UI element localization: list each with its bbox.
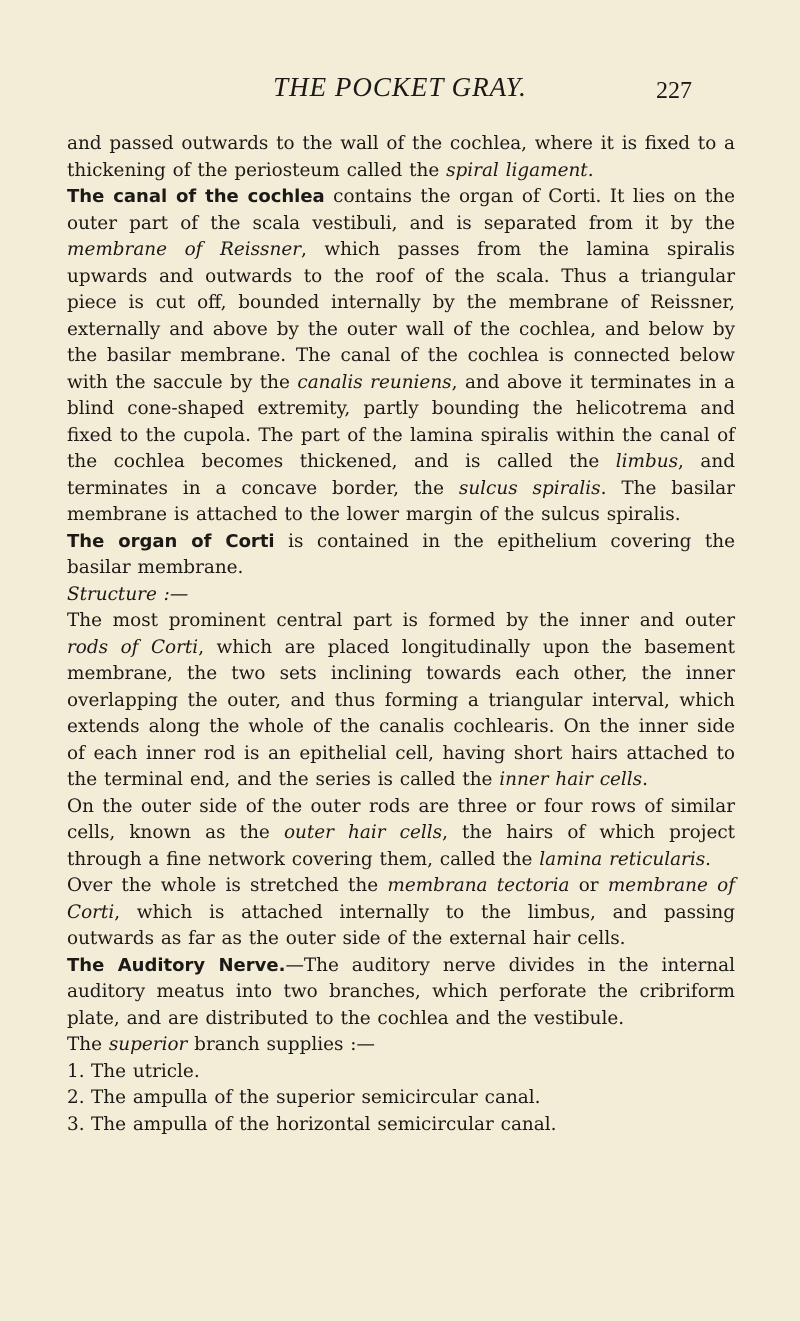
paragraph [67, 529, 735, 582]
paragraph [67, 582, 735, 609]
text-run: The most prominent central part is formed by the inner and outer [67, 610, 735, 631]
body-text [67, 131, 735, 1138]
list-text: The ampulla of the superior semicircular canal. [91, 1087, 541, 1108]
italic-term: inner hair cells [499, 769, 643, 790]
section-heading: The canal of the cochlea [67, 186, 325, 207]
italic-term: membrana tectoria [387, 875, 570, 896]
paragraph [67, 1032, 735, 1059]
italic-term: lamina reticularis [539, 848, 706, 870]
italic-term: sulcus spiralis [458, 477, 601, 499]
paragraph [67, 953, 735, 1033]
page-number: 227 [656, 78, 692, 104]
italic-term: membrane of Corti [67, 875, 736, 923]
text-run: Over the whole is stretched the [67, 875, 388, 896]
paragraph [67, 794, 735, 874]
text-run: , and terminates in a concave border, the [67, 451, 735, 499]
text-run: , and above it terminates in a blind cone-shaped extremity, partly bounding the helicotrema and fixed to the cupola. The part of the lamina spiralis within the canal of the cochlea becomes thickened, and is called the [67, 371, 736, 472]
list-number: 3. [67, 1113, 85, 1135]
text-run: —The auditory nerve divides in the internal auditory meatus into two branches, which perforate the cribriform plate, and are distributed to the cochlea and the vestibule. [67, 954, 735, 1029]
list-number: 2. [67, 1087, 85, 1108]
text-run: . [587, 159, 594, 181]
list-number: 1. [67, 1060, 85, 1082]
paragraph [67, 184, 735, 529]
running-title: THE POCKET GRAY. [273, 72, 527, 102]
text-run: , which are placed longitudinally upon the basement membrane, the two sets inclining towards each other, the inner overlapping the outer, and thus forming a triangular interval, which extends along the whole of the canalis cochlearis. On the inner side of each inner rod is an epithelial cell, having short hairs attached to the terminal end, and the series is called the [67, 636, 735, 790]
list-text: The utricle. [91, 1060, 200, 1082]
text-run: and passed outwards to the wall of the cochlea, where it is fixed to a thickening of the periosteum called the [67, 133, 735, 181]
running-head [0, 72, 800, 108]
text-run: or [569, 875, 608, 896]
text-run: , which is attached internally to the limbus, and passing outwards as far as the outer side of the external hair cells. [67, 901, 735, 949]
text-run: . [642, 769, 648, 790]
italic-term: Structure :— [67, 583, 189, 605]
text-run: . [705, 848, 712, 870]
paragraph [67, 608, 735, 794]
text-run: branch supplies :— [187, 1034, 375, 1055]
italic-term: spiral ligament [446, 159, 588, 181]
list-item [67, 1085, 735, 1112]
italic-term: canalis reuniens [297, 371, 452, 393]
italic-term: superior [108, 1034, 188, 1055]
paragraph [67, 131, 735, 184]
list-item [67, 1112, 735, 1139]
text-run: contains the organ of Corti. It lies on the outer part of the scala vestibuli, and is separated from it by the [67, 186, 735, 234]
list-item [67, 1059, 735, 1086]
text-run: The [67, 1034, 109, 1055]
text-run: , the hairs of which project through a fine network covering them, called the [67, 822, 736, 870]
list-text: The ampulla of the horizontal semicircular canal. [91, 1113, 557, 1135]
paragraph [67, 873, 735, 953]
italic-term: membrane of Reissner [67, 239, 302, 260]
text-run: . The basilar membrane is attached to the lower margin of the sulcus spiralis. [67, 477, 735, 525]
italic-term: limbus [615, 451, 679, 472]
italic-term: rods of Corti [67, 636, 199, 658]
section-heading: The Auditory Nerve. [67, 954, 286, 976]
text-run: , which passes from the lamina spiralis upwards and outwards to the roof of the scala. Thus a triangular piece is cut off, bounded internally by the membrane of Reissner, externally and above by the outer wall of the cochlea, and below by the basilar membrane. The canal of the cochlea is connected below with the saccule by the [67, 239, 735, 393]
italic-term: outer hair cells [283, 822, 443, 843]
text-run: On the outer side of the outer rods are three or four rows of similar cells, known as the [67, 795, 735, 843]
section-heading: The organ of Corti [67, 530, 275, 552]
text-run: is contained in the epithelium covering the basilar membrane. [67, 530, 735, 578]
